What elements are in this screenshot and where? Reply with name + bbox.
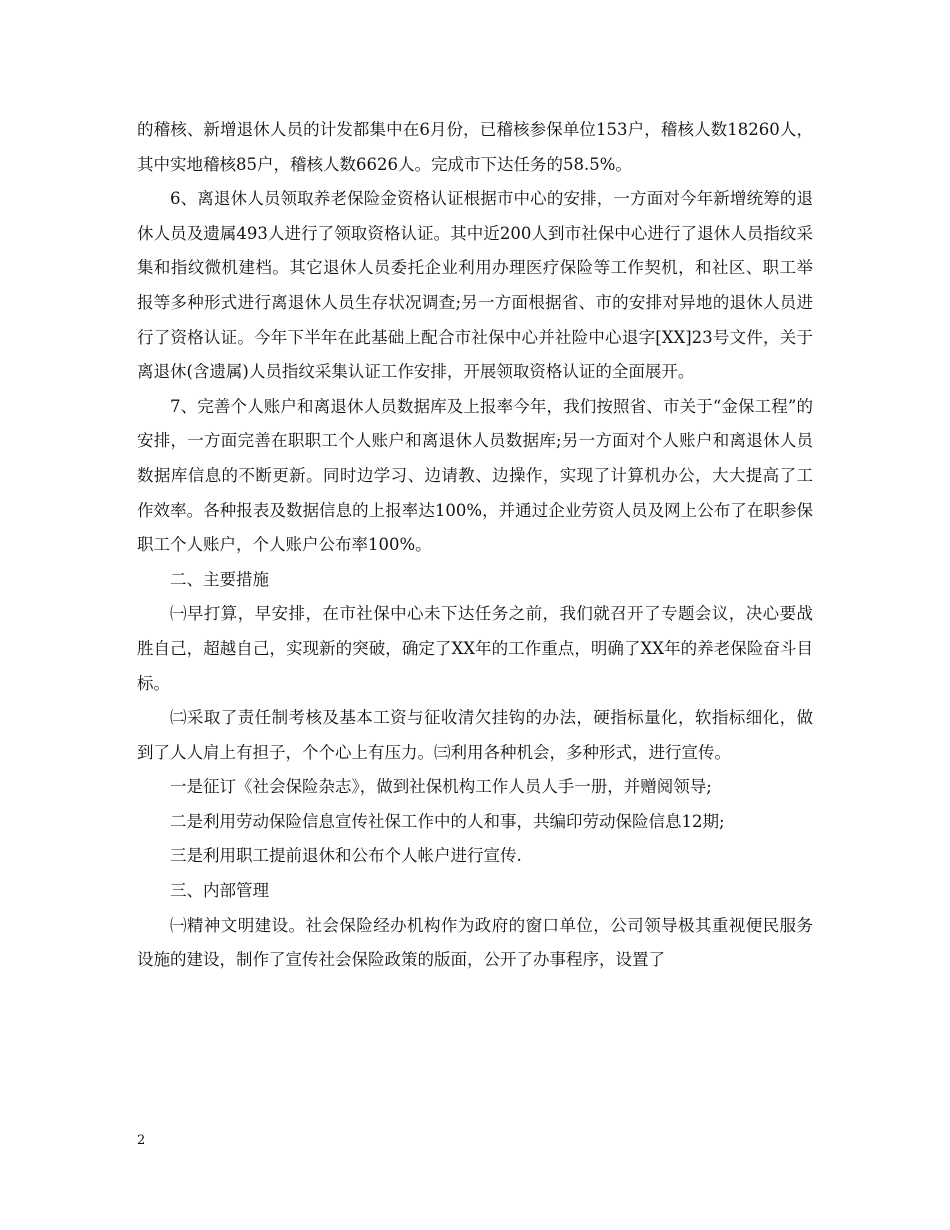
paragraph-3: 7、完善个人账户和离退休人员数据库及上报率今年，我们按照省、市关于“金保工程”的安排，一方面完善在职职工个人账户和离退休人员数据库;另一方面对个人账户和离退休人员数据库信息的不断更新。同时边学习、边请教、边操作，实现了计算机办公，大大提高了工作效率。各种报表及数据信息的上报率达100%，并通过企业劳资人员及网上公布了在职参保职工个人账户，个人账户公布率100%。 <box>137 396 813 555</box>
paragraph-7: 一是征订《社会保险杂志》，做到社保机构工作人员人手一册，并赠阅领导; <box>170 777 712 797</box>
paragraph-8: 二是利用劳动保险信息宣传社保工作中的人和事，共编印劳动保险信息12期; <box>170 811 725 831</box>
paragraph-9: 三是利用职工提前退休和公布个人帐户进行宣传. <box>170 846 522 866</box>
paragraph-11: ㈠精神文明建设。社会保险经办机构作为政府的窗口单位，公司领导极其重视便民服务设施的建设，制作了宣传社会保险政策的版面，公开了办事程序，设置了 <box>137 915 813 970</box>
paragraph-5: ㈠早打算，早安排，在市社保中心未下达任务之前，我们就召开了专题会议，决心要战胜自己，超越自己，实现新的突破，确定了XX年的工作重点，明确了XX年的养老保险奋斗目标。 <box>137 604 813 693</box>
paragraph-2: 6、离退休人员领取养老保险金资格认证根据市中心的安排，一方面对今年新增统筹的退休人员及遗属493人进行了领取资格认证。其中近200人到市社保中心进行了退休人员指纹采集和指纹微机建档。其它退休人员委托企业利用办理医疗保险等工作契机，和社区、职工举报等多种形式进行离退休人员生存状况调查;另一方面根据省、市的安排对异地的退休人员进行了资格认证。今年下半年在此基础上配合市社保中心并社险中心退字[XX]23号文件，关于离退休(含遗属)人员指纹采集认证工作安排，开展领取资格认证的全面展开。 <box>137 189 813 382</box>
section-heading-internal-management: 三、内部管理 <box>170 881 269 901</box>
page-number: 2 <box>137 1133 146 1148</box>
document-body <box>137 113 813 978</box>
section-heading-main-measures: 二、主要措施 <box>170 569 269 589</box>
paragraph-6: ㈡采取了责任制考核及基本工资与征收清欠挂钩的办法，硬指标量化，软指标细化，做到了人人肩上有担子，个个心上有压力。㈢利用各种机会，多种形式，进行宣传。 <box>137 708 813 762</box>
paragraph-1: 的稽核、新增退休人员的计发都集中在6月份，已稽核参保单位153户，稽核人数18260人，其中实地稽核85户，稽核人数6626人。完成市下达任务的58.5%。 <box>137 120 813 174</box>
